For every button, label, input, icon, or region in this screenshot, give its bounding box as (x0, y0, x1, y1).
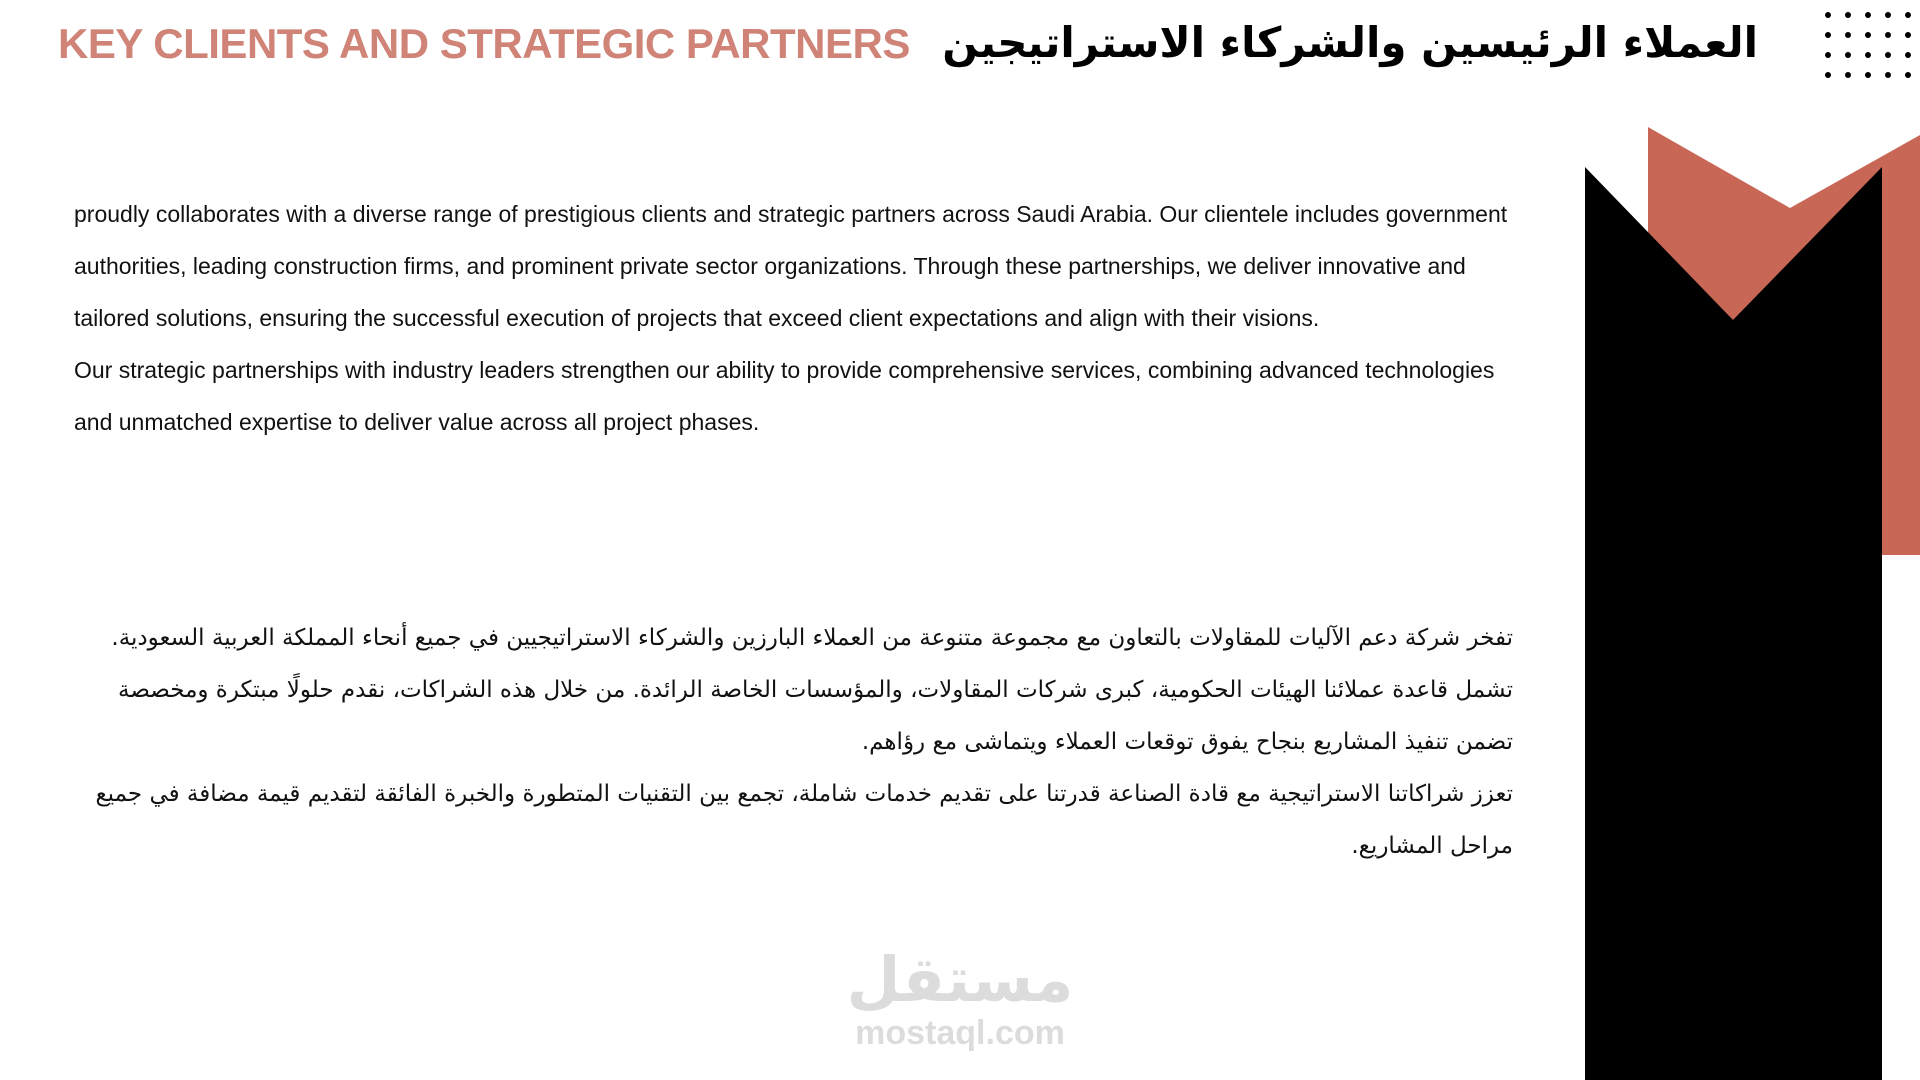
english-description (74, 188, 1514, 448)
arabic-paragraph-1: تفخر شركة دعم الآليات للمقاولات بالتعاون مع مجموعة متنوعة من العملاء البارزين والشركاء الاستراتيجيين في جميع أنحاء المملكة العربية السعودية. تشمل قاعدة عملائنا الهيئات الحكومية، كبرى شركات المقاولات، والمؤسسات الخاصة الرائدة. من خلال هذه الشراكات، نقدم حلولًا مبتكرة ومخصصة تضمن تنفيذ المشاريع بنجاح يفوق توقعات العملاء ويتماشى مع رؤاهم. (111, 625, 1513, 755)
dot (1865, 52, 1871, 58)
arabic-paragraph-2: تعزز شراكاتنا الاستراتيجية مع قادة الصناعة قدرتنا على تقديم خدمات شاملة، تجمع بين التقنيات المتطورة والخبرة الفائقة لتقديم قيمة مضافة في جميع مراحل المشاريع. (95, 781, 1513, 859)
dot (1905, 72, 1911, 78)
dot (1845, 32, 1851, 38)
watermark-logo (840, 945, 1080, 1051)
dot (1825, 32, 1831, 38)
english-paragraph-2: Our strategic partnerships with industry leaders strengthen our ability to provide comprehensive services, combining advanced technologies and unmatched expertise to deliver value across all project phases. (74, 357, 1495, 435)
dot (1845, 12, 1851, 18)
dot (1865, 32, 1871, 38)
page-title-ar: العملاء الرئيسين والشركاء الاستراتيجين (942, 18, 1758, 67)
dot (1825, 12, 1831, 18)
dot (1905, 12, 1911, 18)
dot (1865, 72, 1871, 78)
dot (1905, 52, 1911, 58)
dot (1845, 72, 1851, 78)
dot (1845, 52, 1851, 58)
dot (1885, 72, 1891, 78)
watermark-arabic: مستقل (846, 943, 1074, 1016)
dot (1885, 32, 1891, 38)
dot (1825, 72, 1831, 78)
english-paragraph-1: proudly collaborates with a diverse range of prestigious clients and strategic partners across Saudi Arabia. Our clientele includes government authorities, leading construction firms, and prominent private sector organizations. Through these partnerships, we deliver innovative and tailored solutions, ensuring the successful execution of projects that exceed client expectations and align with their visions. (74, 201, 1508, 331)
dot-grid-icon (1825, 12, 1920, 92)
dot (1885, 12, 1891, 18)
dot (1905, 32, 1911, 38)
chevron-banner-icon (1585, 125, 1920, 1080)
arabic-description (58, 612, 1513, 872)
watermark-url: mostaql.com (855, 1014, 1065, 1052)
dot (1825, 52, 1831, 58)
page-title-en: KEY CLIENTS AND STRATEGIC PARTNERS (58, 20, 910, 67)
dot (1885, 52, 1891, 58)
dot (1865, 12, 1871, 18)
